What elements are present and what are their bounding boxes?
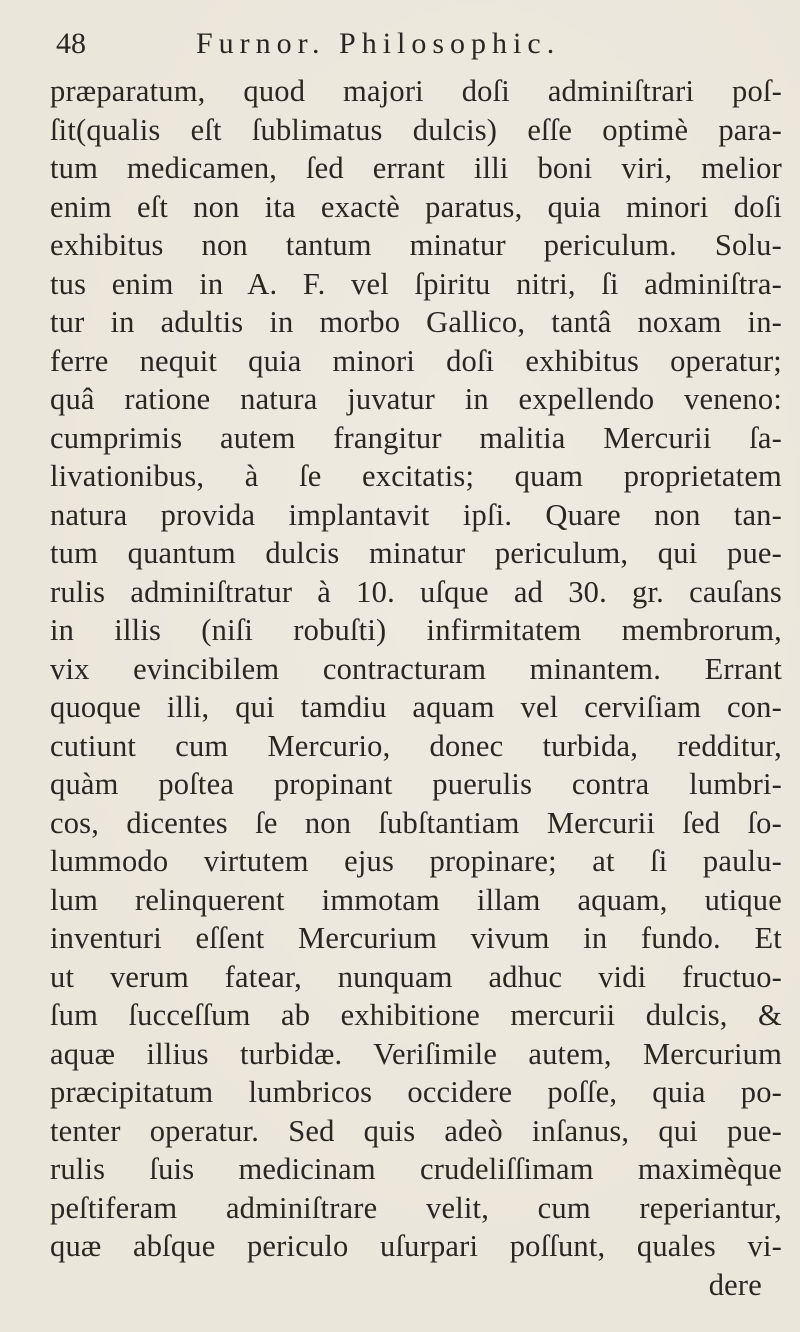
page-header xyxy=(56,22,760,66)
text-line: tum medicamen, ſed errant illi boni viri, melior xyxy=(50,151,782,185)
page-number: 48 xyxy=(56,27,86,60)
text-line: lummodo virtutem ejus propinare; at ſi paulu- xyxy=(50,844,782,878)
text-line: præcipitatum lumbricos occidere poſſe, quia po- xyxy=(50,1075,782,1109)
text-line: præparatum, quod majori doſi adminiſtrari poſ- xyxy=(50,74,782,108)
text-line: lum relinquerent immotam illam aquam, utique xyxy=(50,882,782,917)
body-text xyxy=(50,72,782,1304)
text-line: quæ abſque periculo uſurpari poſſunt, quales vi- xyxy=(50,1229,782,1263)
text-line: ſit(qualis eſt ſublimatus dulcis) eſſe optimè para- xyxy=(50,112,782,147)
text-line: natura provida implantavit ipſi. Quare non tan- xyxy=(50,497,782,532)
text-line: ferre nequit quia minori doſi exhibitus operatur; xyxy=(50,343,782,378)
catchword: dere xyxy=(708,1267,762,1302)
text-line: tum quantum dulcis minatur periculum, qui pue- xyxy=(50,536,782,570)
text-line: tenter operatur. Sed quis adeò inſanus, qui pue- xyxy=(50,1113,782,1148)
text-line: cumprimis autem frangitur malitia Mercurii ſa- xyxy=(50,420,782,455)
text-line: aquæ illius turbidæ. Veriſimile autem, Mercurium xyxy=(50,1036,782,1071)
running-head: Furnor. Philosophic. xyxy=(196,27,561,60)
text-line: tus enim in A. F. vel ſpiritu nitri, ſi adminiſtra- xyxy=(50,266,782,301)
text-line: peſtiferam adminiſtrare velit, cum reperiantur, xyxy=(50,1190,782,1225)
text-line: quâ ratione natura juvatur in expellendo veneno: xyxy=(50,382,782,416)
text-line: exhibitus non tantum minatur periculum. Solu- xyxy=(50,228,782,262)
text-line: ſum ſucceſſum ab exhibitione mercurii dulcis, & xyxy=(50,998,782,1032)
text-line: quoque illi, qui tamdiu aquam vel cerviſiam con- xyxy=(50,690,782,724)
text-line: tur in adultis in morbo Gallico, tantâ noxam in- xyxy=(50,305,782,339)
text-line: inventuri eſſent Mercurium vivum in fundo. Et xyxy=(50,921,782,955)
text-line: rulis ſuis medicinam crudeliſſimam maximèque xyxy=(50,1152,782,1186)
text-line: vix evincibilem contracturam minantem. Errant xyxy=(50,651,782,686)
text-line: ut verum fatear, nunquam adhuc vidi fructuo- xyxy=(50,959,782,994)
text-line: rulis adminiſtratur à 10. uſque ad 30. gr. cauſans xyxy=(50,574,782,609)
text-line: enim eſt non ita exactè paratus, quia minori doſi xyxy=(50,189,782,224)
text-line: cutiunt cum Mercurio, donec turbida, redditur, xyxy=(50,728,782,763)
text-line: livationibus, à ſe excitatis; quam proprietatem xyxy=(50,459,782,493)
text-line: quàm poſtea propinant puerulis contra lumbri- xyxy=(50,767,782,801)
text-line: cos, dicentes ſe non ſubſtantiam Mercurii ſed ſo- xyxy=(50,805,782,840)
text-line: in illis (niſi robuſti) infirmitatem membrorum, xyxy=(50,613,782,647)
